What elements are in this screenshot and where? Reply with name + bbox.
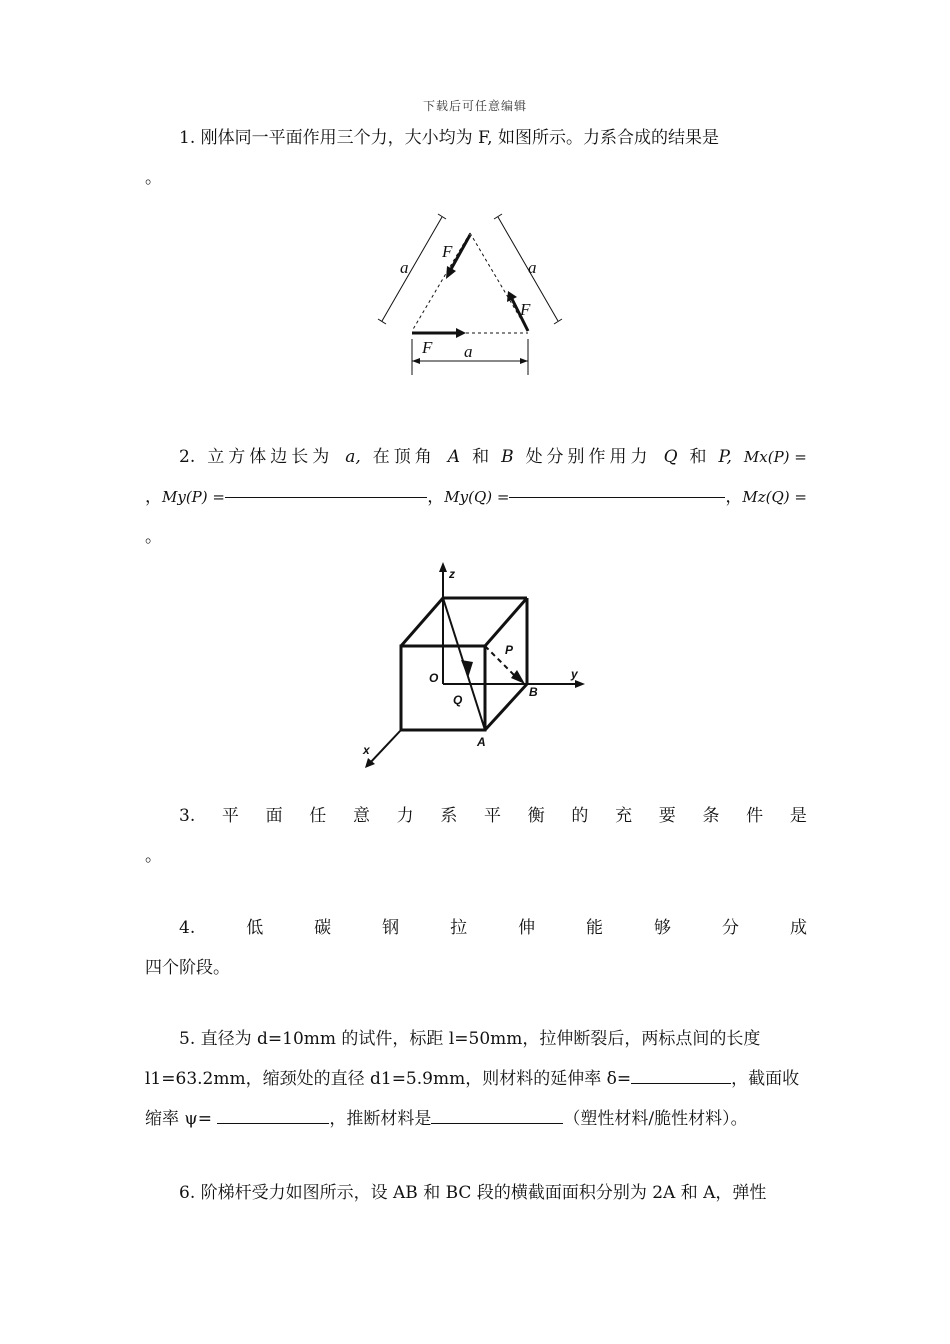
q2-line3: 。 bbox=[145, 527, 162, 547]
q3-char: 力 bbox=[396, 806, 414, 826]
q2-blank-my-p[interactable] bbox=[225, 477, 427, 498]
q2-line1 bbox=[145, 437, 807, 477]
q3-char: 条 bbox=[702, 806, 720, 826]
q4-line1 bbox=[145, 908, 807, 948]
q3-char: 平 bbox=[484, 806, 502, 826]
q2-comma: ， bbox=[145, 487, 162, 507]
q2-var-a: a, bbox=[345, 447, 361, 467]
axis-label-y: y bbox=[571, 667, 578, 681]
q4-char: 钢 bbox=[382, 918, 400, 938]
q1-line1: 1. 刚体同一平面作用三个力，大小均为 F, 如图所示。力系合成的结果是 bbox=[179, 128, 719, 148]
axis-label-x: x bbox=[363, 743, 370, 757]
q4-line2: 四个阶段。 bbox=[145, 958, 230, 978]
q2-var-A: A bbox=[447, 447, 461, 467]
cube-figure bbox=[355, 560, 595, 770]
q3-char: 件 bbox=[746, 806, 764, 826]
q3-line1 bbox=[145, 796, 807, 836]
q4-char: 拉 bbox=[450, 918, 468, 938]
q4-char: 伸 bbox=[518, 918, 536, 938]
q2-line2 bbox=[145, 477, 807, 517]
q2-he: 和 bbox=[472, 447, 490, 467]
q3-char: 衡 bbox=[527, 806, 545, 826]
q3-char: 的 bbox=[571, 806, 589, 826]
q5-line3-text: 缩率 ψ= bbox=[145, 1109, 212, 1129]
q3-char: 充 bbox=[615, 806, 633, 826]
q2-number: 2. bbox=[179, 447, 196, 467]
q5-blank-reduction[interactable] bbox=[217, 1103, 329, 1124]
triangle-forces-figure bbox=[370, 205, 570, 380]
q5-line3-tail: （塑性材料/脆性材料）。 bbox=[563, 1109, 748, 1129]
question-4 bbox=[145, 908, 807, 988]
question-6 bbox=[145, 1173, 807, 1213]
dim-label-1: a bbox=[400, 258, 409, 277]
axis-label-z: z bbox=[449, 567, 455, 581]
q1-line2: 。 bbox=[145, 168, 162, 188]
force-label-2: F bbox=[520, 300, 531, 319]
q3-char: 面 bbox=[265, 806, 283, 826]
q2-var-Q: Q bbox=[663, 447, 678, 467]
point-label-A: A bbox=[477, 735, 486, 749]
point-label-O: O bbox=[429, 671, 439, 685]
q3-char: 系 bbox=[440, 806, 458, 826]
q3-char: 是 bbox=[789, 806, 807, 826]
dim-label-2: a bbox=[528, 258, 537, 277]
q5-line2-tail: ，截面收 bbox=[731, 1069, 800, 1089]
q2-he2: 和 bbox=[689, 447, 707, 467]
force-label-Q: Q bbox=[453, 693, 463, 707]
q3-char: 任 bbox=[309, 806, 327, 826]
q2-comma-2: ， bbox=[427, 487, 445, 507]
q4-char: 能 bbox=[586, 918, 604, 938]
question-1 bbox=[145, 118, 807, 198]
q2-comma-3: ， bbox=[725, 487, 743, 507]
q5-blank-material[interactable] bbox=[431, 1103, 563, 1124]
question-2 bbox=[145, 437, 807, 557]
q4-char: 成 bbox=[789, 918, 807, 938]
q4-char: 4. bbox=[179, 918, 196, 938]
page-header: 下载后可任意编辑 bbox=[422, 99, 527, 113]
question-3 bbox=[145, 796, 807, 876]
dim-label-3: a bbox=[464, 342, 473, 361]
q5-blank-elongation[interactable] bbox=[631, 1063, 731, 1084]
q2-blank-my-q[interactable] bbox=[509, 477, 725, 498]
q2-text1: 立方体边长为 bbox=[207, 447, 334, 467]
q5-line3 bbox=[145, 1099, 807, 1139]
q2-my-p: My(P) = bbox=[162, 488, 225, 506]
q2-var-P: P, bbox=[718, 447, 732, 467]
q5-line2-text: l1=63.2mm，缩颈处的直径 d1=5.9mm，则材料的延伸率 δ= bbox=[145, 1069, 632, 1089]
q4-char: 低 bbox=[246, 918, 264, 938]
q2-mz-q: Mz(Q) = bbox=[742, 488, 807, 506]
q3-char: 平 bbox=[221, 806, 239, 826]
q3-line2: 。 bbox=[145, 846, 162, 866]
q3-char: 意 bbox=[352, 806, 370, 826]
q5-line2 bbox=[145, 1059, 807, 1099]
force-label-1: F bbox=[442, 242, 453, 261]
q2-text3: 处分别作用力 bbox=[525, 447, 652, 467]
q5-line3-mid: ，推断材料是 bbox=[329, 1109, 432, 1129]
q3-char: 要 bbox=[658, 806, 676, 826]
question-5 bbox=[145, 1019, 807, 1139]
q2-var-B: B bbox=[501, 447, 514, 467]
q4-char: 分 bbox=[721, 918, 739, 938]
q6-line1: 6. 阶梯杆受力如图所示，设 AB 和 BC 段的横截面面积分别为 2A 和 A，弹性 bbox=[179, 1183, 767, 1203]
q4-char: 碳 bbox=[314, 918, 332, 938]
q4-char: 够 bbox=[654, 918, 672, 938]
force-label-P: P bbox=[505, 643, 514, 657]
point-label-B: B bbox=[529, 685, 538, 699]
q3-char: 3. bbox=[179, 806, 196, 826]
q2-my-q: My(Q) = bbox=[444, 488, 510, 506]
force-label-3: F bbox=[422, 338, 433, 357]
q5-line1: 5. 直径为 d=10mm 的试件，标距 l=50mm，拉伸断裂后，两标点间的长度 bbox=[179, 1029, 761, 1049]
q2-mx-p: Mx(P) = bbox=[743, 448, 807, 466]
q2-text2: 在顶角 bbox=[372, 447, 436, 467]
